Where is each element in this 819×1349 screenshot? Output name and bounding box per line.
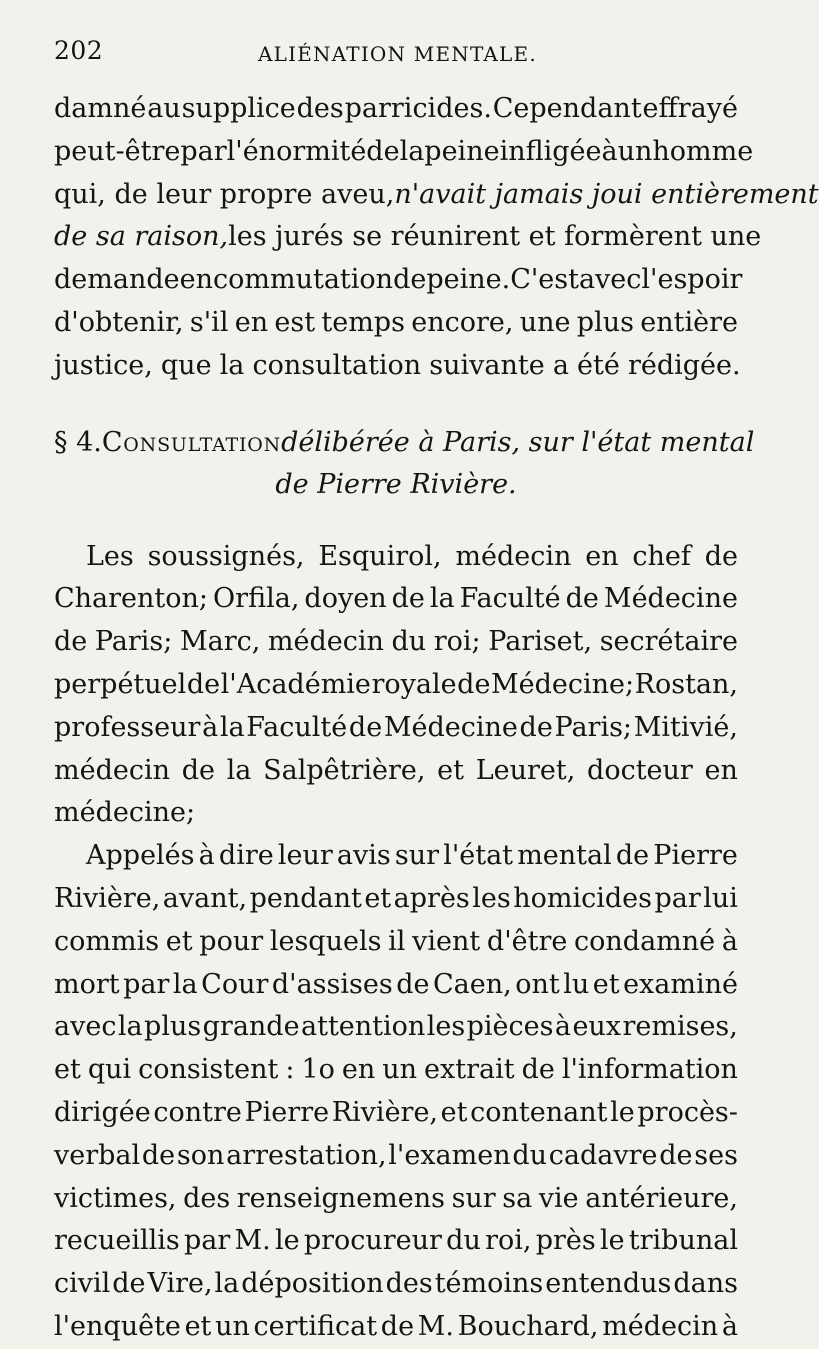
word: la bbox=[214, 1268, 240, 1300]
text-line bbox=[54, 1220, 738, 1263]
word: et bbox=[440, 1096, 468, 1128]
word: mort bbox=[54, 968, 120, 1000]
word: l'espoir bbox=[641, 264, 743, 296]
word: a bbox=[552, 349, 569, 381]
word: certificat bbox=[253, 1310, 378, 1342]
word: demande bbox=[54, 264, 180, 296]
spacer bbox=[54, 506, 740, 536]
word: la bbox=[117, 1011, 143, 1043]
page-number: 202 bbox=[54, 36, 104, 65]
word: Faculté bbox=[246, 711, 348, 743]
word: Appelés bbox=[86, 840, 195, 872]
word: M. bbox=[417, 1310, 454, 1342]
italic-fragment: de sa raison, bbox=[54, 221, 229, 253]
word: l'enquête bbox=[54, 1310, 181, 1342]
word: 1o bbox=[301, 1054, 335, 1086]
word: secrétaire bbox=[599, 626, 738, 658]
word: des bbox=[385, 1268, 433, 1300]
word: le bbox=[599, 1225, 625, 1257]
word: à bbox=[721, 925, 738, 957]
section-title-line-2: de Pierre Rivière. bbox=[275, 468, 517, 500]
text-line bbox=[54, 1178, 738, 1221]
word: : bbox=[285, 1054, 295, 1086]
word: par bbox=[654, 882, 701, 914]
text-line bbox=[54, 1049, 738, 1092]
text-line bbox=[54, 964, 738, 1007]
word: un bbox=[215, 1310, 250, 1342]
word: d'obtenir, bbox=[54, 306, 184, 338]
word: Paris; bbox=[554, 711, 633, 743]
word: après bbox=[393, 882, 470, 914]
word: l'information bbox=[561, 1054, 738, 1086]
word: de bbox=[181, 754, 215, 786]
word: effrayé bbox=[642, 93, 738, 124]
text-line bbox=[54, 88, 738, 131]
word: victimes, bbox=[54, 1182, 177, 1214]
word: lui bbox=[703, 882, 738, 914]
word: Caen, bbox=[432, 968, 512, 1000]
word: une bbox=[519, 306, 571, 338]
word: Cependant bbox=[492, 93, 642, 124]
word: de bbox=[348, 711, 383, 743]
section-title-italic: délibérée à Paris, sur l'état mental bbox=[281, 426, 755, 458]
word: doyen bbox=[304, 583, 387, 615]
word: Médecine; bbox=[490, 668, 635, 700]
paragraph-3 bbox=[54, 835, 740, 1349]
word: avec bbox=[578, 264, 642, 296]
word: parricides. bbox=[344, 93, 492, 124]
text-line bbox=[54, 259, 743, 302]
word: déposition bbox=[241, 1268, 384, 1300]
word: professeur bbox=[54, 711, 201, 743]
word: entière bbox=[640, 306, 738, 338]
word: avis bbox=[336, 840, 391, 872]
paragraph-2 bbox=[54, 536, 740, 836]
text-line bbox=[54, 664, 738, 707]
text-line bbox=[54, 578, 738, 621]
word: l'examen bbox=[388, 1139, 511, 1171]
word: dirigée bbox=[54, 1096, 151, 1128]
word: peine. bbox=[426, 264, 511, 296]
text-line bbox=[54, 621, 738, 664]
word: Médecine bbox=[383, 711, 518, 743]
word: d'être bbox=[486, 925, 568, 957]
text-line bbox=[54, 1263, 738, 1306]
word: extrait bbox=[424, 1054, 515, 1086]
word: homme bbox=[652, 135, 754, 167]
text-line bbox=[54, 131, 754, 174]
word: procureur bbox=[303, 1225, 442, 1257]
word: de bbox=[521, 1054, 555, 1086]
word: grande bbox=[202, 1011, 300, 1043]
word: contenant bbox=[470, 1096, 608, 1128]
word: l'Académie bbox=[220, 668, 371, 700]
word: condamné bbox=[574, 925, 716, 957]
word: médecin bbox=[602, 1310, 719, 1342]
word: Pierre bbox=[244, 1096, 330, 1128]
text-line bbox=[54, 835, 738, 878]
word: en bbox=[341, 1054, 376, 1086]
word: de bbox=[704, 540, 738, 572]
word: il bbox=[388, 925, 406, 957]
word: commis bbox=[54, 925, 160, 957]
word: arrestation, bbox=[226, 1139, 387, 1171]
word: s'il bbox=[189, 306, 229, 338]
word: et bbox=[592, 968, 620, 1000]
word: de bbox=[112, 1268, 146, 1300]
word: ont bbox=[515, 968, 560, 1000]
word: l'état bbox=[443, 840, 514, 872]
word: royale bbox=[371, 668, 457, 700]
text-line bbox=[54, 345, 741, 388]
word: Faculté bbox=[459, 583, 561, 615]
text-line bbox=[54, 1135, 738, 1178]
word: témoins bbox=[434, 1268, 544, 1300]
word: sa bbox=[502, 1182, 533, 1214]
word: en bbox=[704, 754, 738, 786]
word: le bbox=[610, 1096, 635, 1128]
word: du bbox=[446, 1225, 481, 1257]
word: encore, bbox=[411, 306, 514, 338]
text-line bbox=[54, 216, 762, 259]
word: chef bbox=[632, 540, 691, 572]
word: justice, bbox=[54, 349, 153, 381]
word: Mitivié, bbox=[633, 711, 738, 743]
word: les bbox=[472, 882, 511, 914]
text-line bbox=[54, 878, 738, 921]
word: plus bbox=[144, 1011, 202, 1043]
word: Paris; bbox=[94, 626, 173, 658]
word: antérieure, bbox=[585, 1182, 738, 1214]
word: peut-être bbox=[54, 135, 181, 167]
word: examiné bbox=[623, 968, 738, 1000]
word: rédigée. bbox=[627, 349, 741, 381]
word: la bbox=[219, 711, 245, 743]
word: ses bbox=[694, 1139, 738, 1171]
word: M. bbox=[234, 1225, 271, 1257]
word: des bbox=[183, 1182, 231, 1214]
word: un bbox=[617, 135, 653, 167]
word: et bbox=[54, 1054, 81, 1086]
text-line bbox=[54, 1306, 738, 1349]
word: le bbox=[274, 1225, 300, 1257]
word: été bbox=[577, 349, 620, 381]
word: eux bbox=[572, 1011, 622, 1043]
word: pièces bbox=[466, 1011, 554, 1043]
word: par bbox=[184, 1225, 231, 1257]
word: Leuret, bbox=[475, 754, 576, 786]
word: de bbox=[565, 583, 599, 615]
section-label: Consultation bbox=[101, 426, 282, 458]
word: lesquels bbox=[269, 925, 382, 957]
word: perpétuel bbox=[54, 668, 187, 700]
word: avec bbox=[54, 1011, 117, 1043]
word: et bbox=[184, 1310, 212, 1342]
word: suivante bbox=[429, 349, 545, 381]
word: consultation bbox=[252, 349, 422, 381]
text-line bbox=[54, 536, 738, 579]
text-line bbox=[54, 921, 738, 964]
word: en bbox=[585, 540, 619, 572]
word: remises, bbox=[622, 1011, 738, 1043]
word: peine bbox=[424, 135, 500, 167]
word: la bbox=[219, 349, 245, 381]
word: à bbox=[601, 135, 618, 167]
word: par bbox=[180, 135, 227, 167]
word: Rivière, bbox=[54, 882, 161, 914]
word: par bbox=[123, 968, 170, 1000]
word: et bbox=[437, 754, 464, 786]
word: Médecine bbox=[603, 583, 738, 615]
word: de bbox=[659, 1139, 693, 1171]
word: Orfila, bbox=[213, 583, 300, 615]
word: de bbox=[615, 840, 650, 872]
word: Vire, bbox=[147, 1268, 213, 1300]
word: de bbox=[141, 1139, 176, 1171]
word: Pierre bbox=[653, 840, 738, 872]
word: tribunal bbox=[628, 1225, 738, 1257]
word: sur bbox=[451, 1182, 496, 1214]
word: au bbox=[147, 93, 181, 124]
word: commutation bbox=[213, 264, 394, 296]
word: dire bbox=[218, 840, 274, 872]
text-line bbox=[54, 707, 738, 750]
running-head: ALIÉNATION MENTALE. bbox=[258, 42, 537, 66]
word: de bbox=[366, 135, 400, 167]
word: dans bbox=[673, 1268, 738, 1300]
word: médecin bbox=[455, 540, 572, 572]
word: et bbox=[364, 882, 392, 914]
word: soussignés, bbox=[147, 540, 305, 572]
word: Charenton; bbox=[54, 583, 209, 615]
word: la bbox=[226, 754, 252, 786]
word: leur bbox=[277, 840, 333, 872]
word: de bbox=[393, 264, 427, 296]
word: près bbox=[535, 1225, 596, 1257]
text-line bbox=[54, 174, 819, 217]
word: à bbox=[721, 1310, 738, 1342]
word: son bbox=[176, 1139, 225, 1171]
word: de bbox=[54, 626, 88, 658]
word: médecin bbox=[54, 754, 170, 786]
word: à bbox=[554, 1011, 572, 1043]
word: à bbox=[202, 711, 219, 743]
word: Esquirol, bbox=[318, 540, 442, 572]
word: Marc, bbox=[179, 626, 261, 658]
word: en bbox=[179, 264, 213, 296]
word: civil bbox=[54, 1268, 111, 1300]
word: de bbox=[519, 711, 553, 743]
word: les bbox=[426, 1011, 466, 1043]
text-line bbox=[54, 1092, 738, 1135]
word: que bbox=[160, 349, 212, 381]
word: attention bbox=[301, 1011, 426, 1043]
word: verbal bbox=[54, 1139, 141, 1171]
word: contre bbox=[153, 1096, 242, 1128]
text-line bbox=[54, 750, 738, 793]
word: la bbox=[399, 135, 425, 167]
word: Pariset, bbox=[488, 626, 593, 658]
word: roi, bbox=[485, 1225, 532, 1257]
spacer bbox=[54, 388, 740, 422]
word: vient bbox=[412, 925, 481, 957]
word: de bbox=[396, 968, 430, 1000]
word: médecine; bbox=[54, 797, 196, 829]
paragraph-1 bbox=[54, 88, 819, 388]
section-number: § 4. bbox=[54, 426, 102, 458]
text-line bbox=[54, 792, 738, 835]
word: des bbox=[296, 93, 344, 124]
word: C'est bbox=[510, 264, 579, 296]
word: renseignemens bbox=[236, 1182, 445, 1214]
word: Rivière, bbox=[331, 1096, 439, 1128]
word: cadavre bbox=[548, 1139, 658, 1171]
word: temps bbox=[321, 306, 405, 338]
word: recueillis bbox=[54, 1225, 180, 1257]
word: docteur bbox=[587, 754, 693, 786]
word: infligée bbox=[499, 135, 602, 167]
word: Cour bbox=[201, 968, 269, 1000]
word: et bbox=[165, 925, 193, 957]
word: la bbox=[429, 583, 455, 615]
word: entendus bbox=[545, 1268, 672, 1300]
word: procès- bbox=[637, 1096, 738, 1128]
word: sur bbox=[394, 840, 440, 872]
word: de bbox=[457, 668, 491, 700]
word: Salpêtrière, bbox=[263, 754, 426, 786]
word: mental bbox=[517, 840, 612, 872]
word: Les bbox=[86, 540, 134, 572]
word: avant, bbox=[162, 882, 248, 914]
word: à bbox=[198, 840, 215, 872]
word: un bbox=[382, 1054, 418, 1086]
word: Rostan, bbox=[634, 668, 738, 700]
word: d'assises bbox=[271, 968, 393, 1000]
section-heading bbox=[54, 422, 755, 464]
word: de bbox=[391, 583, 425, 615]
word: vie bbox=[538, 1182, 579, 1214]
word: de bbox=[186, 668, 221, 700]
word: consistent bbox=[138, 1054, 279, 1086]
word: de bbox=[380, 1310, 415, 1342]
word: lu bbox=[563, 968, 590, 1000]
text-fragment: les jurés se réunirent et formèrent une bbox=[228, 221, 762, 253]
text-line bbox=[54, 1006, 738, 1049]
word: la bbox=[172, 968, 198, 1000]
page-header bbox=[54, 30, 740, 88]
word: en bbox=[234, 306, 269, 338]
word: plus bbox=[576, 306, 634, 338]
word: Bouchard, bbox=[457, 1310, 599, 1342]
word: qui bbox=[87, 1054, 132, 1086]
word: supplice bbox=[181, 93, 296, 124]
text-line bbox=[54, 302, 738, 345]
word: homicides bbox=[513, 882, 652, 914]
word: médecin bbox=[267, 626, 384, 658]
word: roi; bbox=[433, 626, 481, 658]
word: pendant bbox=[249, 882, 362, 914]
text-fragment: qui, de leur propre aveu, bbox=[54, 178, 395, 210]
italic-fragment: n'avait jamais joui entièrement bbox=[394, 178, 819, 210]
word: damné bbox=[54, 93, 147, 124]
word: pour bbox=[199, 925, 264, 957]
word: du bbox=[512, 1139, 548, 1171]
word: l'énormité bbox=[226, 135, 367, 167]
word: est bbox=[274, 306, 316, 338]
word: du bbox=[391, 626, 427, 658]
